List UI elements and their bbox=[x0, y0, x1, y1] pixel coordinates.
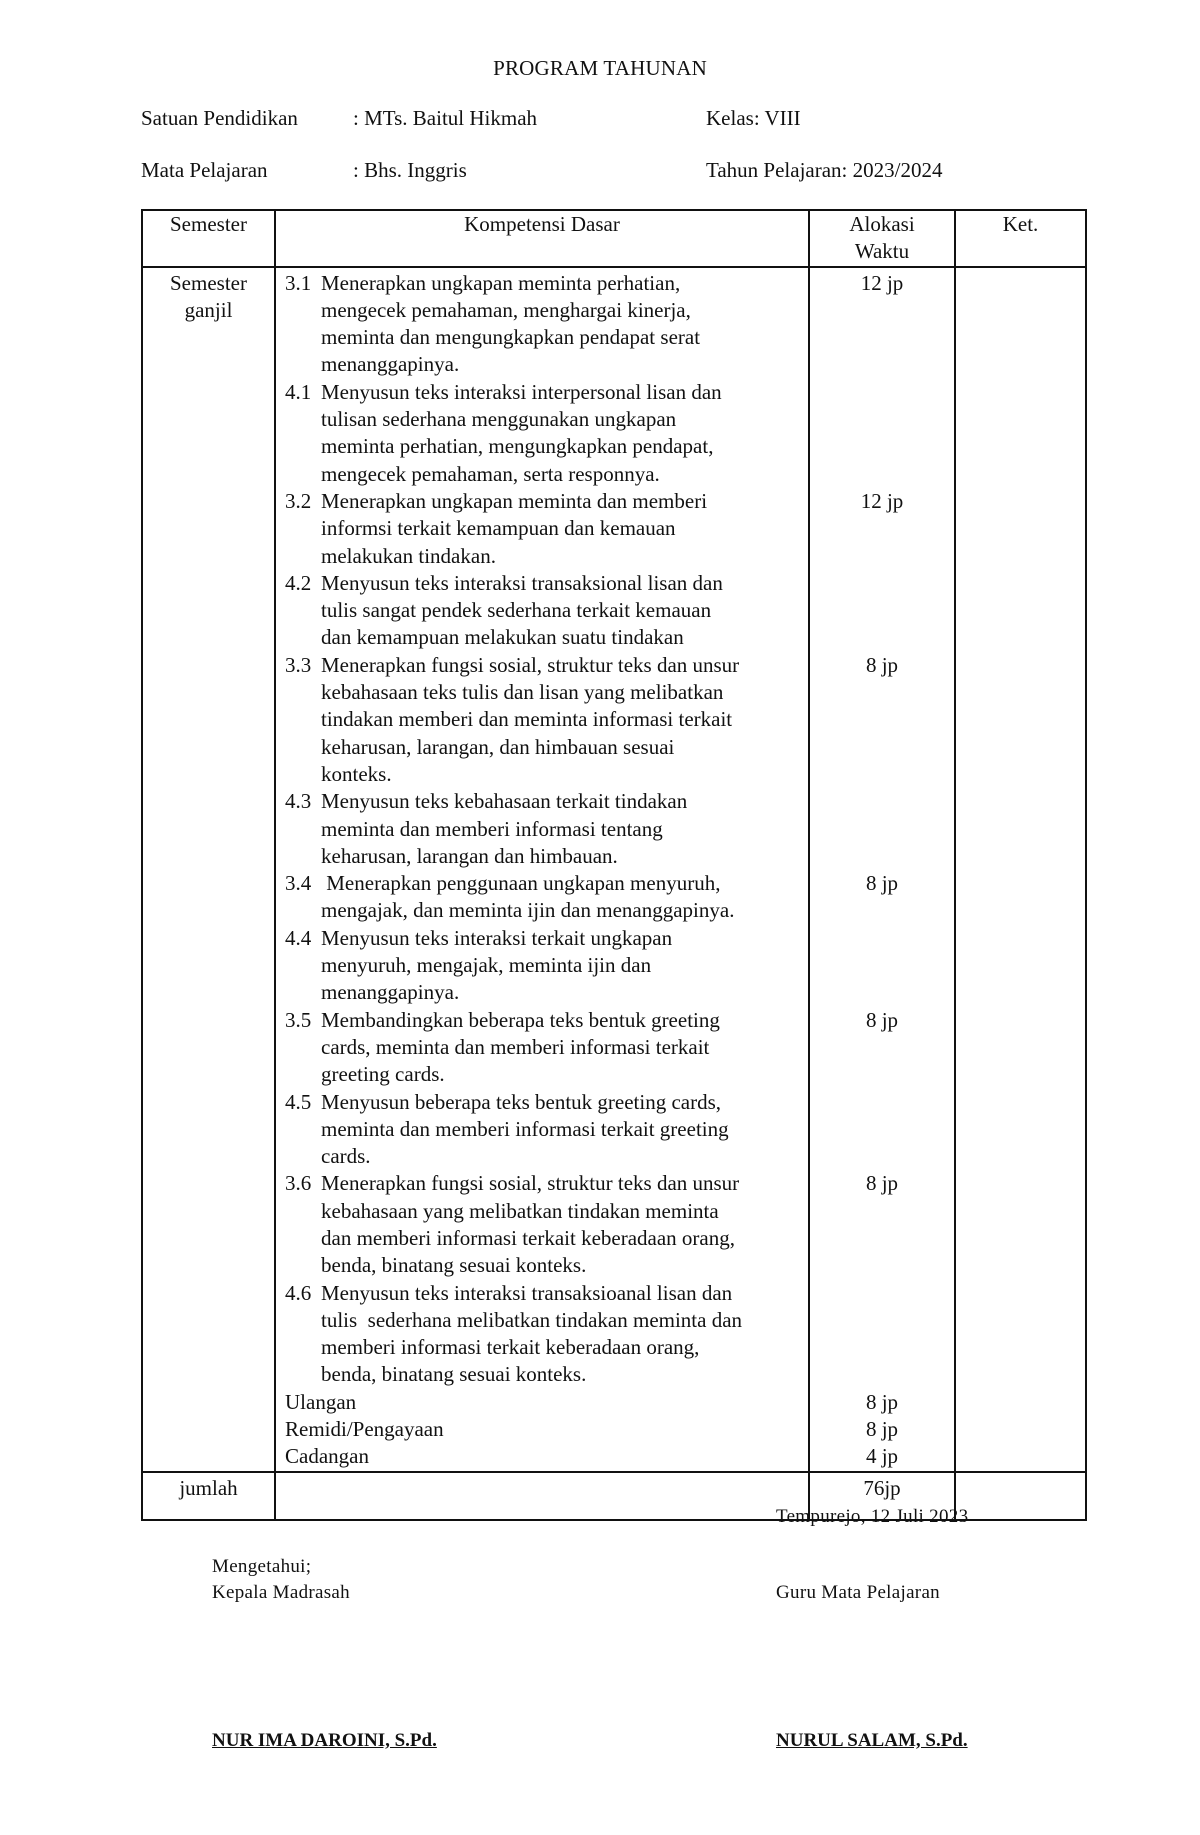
alokasi-value: 8 jp bbox=[865, 1417, 899, 1442]
kd-text-line: greeting cards. bbox=[321, 1062, 445, 1087]
semester-cell bbox=[142, 267, 275, 1472]
kd-item bbox=[285, 1089, 802, 1171]
ket-cell bbox=[955, 267, 1086, 1472]
kd-number: 4.6 bbox=[285, 1280, 312, 1305]
extra-item: Remidi/Pengayaan bbox=[285, 1417, 444, 1442]
header-kd-text: Kompetensi Dasar bbox=[464, 212, 620, 236]
kd-text-line: konteks. bbox=[321, 761, 392, 786]
alokasi-value bbox=[810, 324, 954, 351]
kompetensi-dasar-cell bbox=[275, 267, 809, 1472]
kd-text-line: melakukan tindakan. bbox=[321, 543, 496, 568]
alokasi-value bbox=[810, 1307, 954, 1334]
kd-text-line: Menerapkan penggunaan ungkapan menyuruh, bbox=[321, 871, 721, 896]
alokasi-value bbox=[810, 897, 954, 924]
alokasi-value: 8 jp bbox=[865, 1389, 899, 1414]
alokasi-value bbox=[810, 543, 954, 570]
right-signatory-role: Guru Mata Pelajaran bbox=[776, 1582, 940, 1603]
kd-text-line: mengecek pemahaman, menghargai kinerja, bbox=[321, 297, 691, 322]
alokasi-value bbox=[810, 706, 954, 733]
alokasi-value bbox=[810, 379, 954, 406]
header-semester-text: Semester bbox=[170, 212, 247, 236]
kd-text-line: mengecek pemahaman, serta responnya. bbox=[321, 461, 660, 486]
kd-text-line: keharusan, larangan dan himbauan. bbox=[321, 843, 618, 868]
kd-text-line: kebahasaan teks tulis dan lisan yang melibatkan bbox=[321, 680, 724, 705]
alokasi-value: 8 jp bbox=[865, 1171, 899, 1196]
alokasi-value bbox=[810, 1089, 954, 1116]
alokasi-value: 8 jp bbox=[865, 652, 899, 677]
kd-text-line: tulis sederhana melibatkan tindakan meminta dan bbox=[321, 1307, 743, 1332]
left-signatory-role: Kepala Madrasah bbox=[212, 1582, 350, 1603]
header-semester bbox=[142, 210, 275, 267]
kd-item bbox=[285, 1280, 802, 1389]
kd-text-line: informsi terkait kemampuan dan kemauan bbox=[321, 516, 676, 541]
header-ket bbox=[955, 210, 1086, 267]
alokasi-value bbox=[810, 925, 954, 952]
kd-number: 3.1 bbox=[285, 270, 312, 295]
kd-item bbox=[285, 270, 802, 379]
kd-text-line: meminta dan memberi informasi tentang bbox=[321, 816, 663, 841]
kd-text-line: cards, meminta dan memberi informasi terkait bbox=[321, 1034, 710, 1059]
alokasi-value bbox=[810, 979, 954, 1006]
kd-number: 4.4 bbox=[285, 925, 312, 950]
alokasi-value: 8 jp bbox=[865, 1007, 899, 1032]
kd-text-line: dan kemampuan melakukan suatu tindakan bbox=[321, 625, 684, 650]
mapel-label: Mata Pelajaran bbox=[141, 158, 268, 182]
table-row bbox=[142, 267, 1086, 1472]
alokasi-value bbox=[810, 816, 954, 843]
kd-text-line: meminta dan memberi informasi terkait greeting bbox=[321, 1116, 729, 1141]
kd-text-line: benda, binatang sesuai konteks. bbox=[321, 1253, 587, 1278]
alokasi-cell bbox=[809, 267, 955, 1472]
kd-item bbox=[285, 788, 802, 870]
kd-item bbox=[285, 488, 802, 570]
table-header-row bbox=[142, 210, 1086, 267]
alokasi-value bbox=[810, 1034, 954, 1061]
alokasi-value bbox=[810, 297, 954, 324]
kd-text-line: menanggapinya. bbox=[321, 980, 460, 1005]
kd-text-line: Menyusun teks interaksi interpersonal lisan dan bbox=[321, 379, 722, 404]
alokasi-value: 8 jp bbox=[865, 871, 899, 896]
alokasi-value bbox=[810, 679, 954, 706]
semester-term: ganjil bbox=[184, 297, 233, 322]
header-alokasi-line: Alokasi bbox=[849, 212, 915, 236]
kd-item bbox=[285, 1007, 802, 1089]
extra-item: Ulangan bbox=[285, 1389, 357, 1414]
alokasi-value bbox=[810, 624, 954, 651]
program-table bbox=[141, 209, 1087, 1521]
kd-number: 3.3 bbox=[285, 652, 312, 677]
alokasi-value bbox=[810, 461, 954, 488]
kd-text-line: menyuruh, mengajak, meminta ijin dan bbox=[321, 953, 652, 978]
alokasi-value bbox=[810, 570, 954, 597]
kd-text-line: cards. bbox=[321, 1144, 371, 1169]
alokasi-value bbox=[810, 515, 954, 542]
kd-number: 3.5 bbox=[285, 1007, 312, 1032]
alokasi-value bbox=[810, 734, 954, 761]
alokasi-value bbox=[810, 351, 954, 378]
kd-text-line: tindakan memberi dan meminta informasi terkait bbox=[321, 707, 733, 732]
kd-text-line: Menerapkan ungkapan meminta dan memberi bbox=[321, 488, 708, 513]
extra-item: Cadangan bbox=[285, 1444, 369, 1469]
satuan-label: Satuan Pendidikan bbox=[141, 106, 298, 130]
kd-text-line: Menyusun teks kebahasaan terkait tindakan bbox=[321, 789, 688, 814]
alokasi-value bbox=[810, 952, 954, 979]
kd-text-line: dan memberi informasi terkait keberadaan orang, bbox=[321, 1225, 735, 1250]
kelas-text: Kelas: VIII bbox=[706, 106, 801, 130]
alokasi-value bbox=[810, 1225, 954, 1252]
kd-text-line: Menyusun beberapa teks bentuk greeting cards, bbox=[321, 1089, 722, 1114]
mengetahui-text: Mengetahui; bbox=[212, 1556, 312, 1577]
alokasi-value bbox=[810, 788, 954, 815]
semester-line: Semester bbox=[170, 270, 247, 295]
alokasi-value bbox=[810, 1116, 954, 1143]
kd-text-line: Membandingkan beberapa teks bentuk greeting bbox=[321, 1007, 720, 1032]
kd-text-line: memberi informasi terkait keberadaan orang, bbox=[321, 1335, 700, 1360]
kd-item bbox=[285, 870, 802, 925]
alokasi-value bbox=[810, 843, 954, 870]
alokasi-value: 12 jp bbox=[860, 488, 904, 513]
left-signatory-name: NUR IMA DAROINI, S.Pd. bbox=[212, 1730, 437, 1751]
tahun-text: Tahun Pelajaran: 2023/2024 bbox=[706, 158, 943, 182]
header-ket-text: Ket. bbox=[1002, 212, 1039, 236]
kd-text-line: mengajak, dan meminta ijin dan menanggapinya. bbox=[321, 898, 735, 923]
kd-text-line: Menerapkan ungkapan meminta perhatian, bbox=[321, 270, 681, 295]
kd-number: 4.1 bbox=[285, 379, 312, 404]
kd-text-line: meminta dan mengungkapkan pendapat serat bbox=[321, 325, 701, 350]
kd-text-line: tulis sangat pendek sederhana terkait kemauan bbox=[321, 598, 712, 623]
alokasi-value bbox=[810, 1252, 954, 1279]
kd-text-line: keharusan, larangan, dan himbauan sesuai bbox=[321, 734, 675, 759]
kd-number: 3.2 bbox=[285, 488, 312, 513]
jumlah-kd-cell bbox=[275, 1472, 809, 1520]
kd-text-line: menanggapinya. bbox=[321, 352, 460, 377]
header-waktu-line: Waktu bbox=[854, 239, 910, 264]
header-kompetensi-dasar bbox=[275, 210, 809, 267]
kd-number: 3.4 bbox=[285, 871, 312, 896]
alokasi-value bbox=[810, 406, 954, 433]
kd-text-line: Menerapkan fungsi sosial, struktur teks dan unsur bbox=[321, 1171, 740, 1196]
alokasi-value bbox=[810, 597, 954, 624]
kd-text-line: meminta perhatian, mengungkapkan pendapat, bbox=[321, 434, 714, 459]
kd-text-line: Menyusun teks interaksi transaksional lisan dan bbox=[321, 570, 723, 595]
kd-number: 4.3 bbox=[285, 789, 312, 814]
alokasi-value bbox=[810, 1280, 954, 1307]
alokasi-value bbox=[810, 1061, 954, 1088]
alokasi-value bbox=[810, 1198, 954, 1225]
kd-item bbox=[285, 925, 802, 1007]
satuan-value: : MTs. Baitul Hikmah bbox=[353, 106, 538, 130]
alokasi-value bbox=[810, 761, 954, 788]
alokasi-value bbox=[810, 433, 954, 460]
kd-text-line: tulisan sederhana menggunakan ungkapan bbox=[321, 407, 677, 432]
alokasi-value bbox=[810, 1143, 954, 1170]
jumlah-label: jumlah bbox=[179, 1475, 238, 1500]
kd-text-line: Menyusun teks interaksi transaksioanal lisan dan bbox=[321, 1280, 733, 1305]
kd-number: 4.2 bbox=[285, 570, 312, 595]
kd-item bbox=[285, 379, 802, 488]
alokasi-value bbox=[810, 1334, 954, 1361]
kd-text-line: Menyusun teks interaksi terkait ungkapan bbox=[321, 925, 673, 950]
header-alokasi-waktu bbox=[809, 210, 955, 267]
kd-text-line: Menerapkan fungsi sosial, struktur teks dan unsur bbox=[321, 652, 740, 677]
kd-item bbox=[285, 652, 802, 788]
kd-item bbox=[285, 570, 802, 652]
document-title: PROGRAM TAHUNAN bbox=[493, 56, 707, 80]
kd-item bbox=[285, 1170, 802, 1279]
alokasi-value bbox=[810, 1361, 954, 1388]
alokasi-value: 12 jp bbox=[860, 270, 904, 295]
jumlah-label-cell bbox=[142, 1472, 275, 1520]
kd-number: 3.6 bbox=[285, 1171, 312, 1196]
jumlah-ket-cell bbox=[955, 1472, 1086, 1520]
alokasi-value: 4 jp bbox=[865, 1444, 899, 1469]
place-date: Tempurejo, 12 Juli 2023 bbox=[776, 1506, 969, 1527]
kd-text-line: kebahasaan yang melibatkan tindakan meminta bbox=[321, 1198, 719, 1223]
right-signatory-name: NURUL SALAM, S.Pd. bbox=[776, 1730, 968, 1751]
kd-text-line: benda, binatang sesuai konteks. bbox=[321, 1362, 587, 1387]
kd-number: 4.5 bbox=[285, 1089, 312, 1114]
mapel-value: : Bhs. Inggris bbox=[353, 158, 467, 182]
jumlah-value: 76jp bbox=[863, 1475, 901, 1500]
